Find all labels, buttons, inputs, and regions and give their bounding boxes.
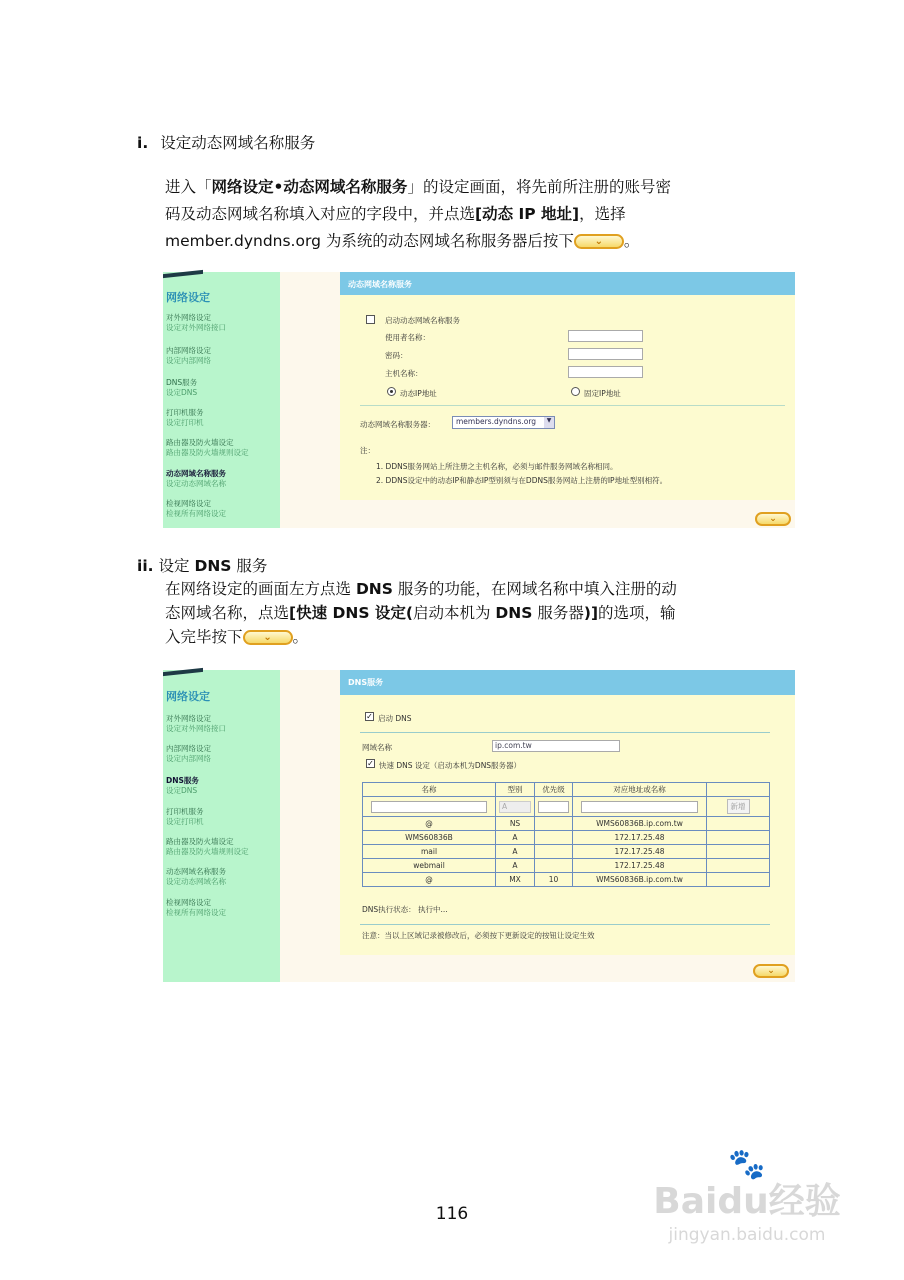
- domain-input[interactable]: ip.com.tw: [492, 740, 620, 752]
- panel-header: 动态网域名称服务: [340, 272, 795, 295]
- record-type-select[interactable]: A: [499, 801, 531, 813]
- sidebar-item-firewall[interactable]: 路由器及防火墙设定 路由器及防火墙规则设定: [166, 837, 249, 856]
- sidebar-item-printer[interactable]: 打印机服务 设定打印机: [166, 807, 204, 826]
- section-2-paragraph: 在网络设定的画面左方点选 DNS 服务的功能，在网域名称中填入注册的动 态网域名称，点选[快速 DNS 设定(启动本机为 DNS 服务器)]的选项，输 入完毕按下 ⌄ 。: [165, 580, 677, 646]
- table-row: @ MX 10 WMS60836B.ip.com.tw: [363, 873, 770, 887]
- quick-dns-checkbox[interactable]: ✓: [367, 759, 374, 768]
- sidebar: [163, 272, 280, 528]
- inline-apply-button-image: ⌄: [574, 234, 624, 249]
- enable-dns-checkbox[interactable]: ✓: [366, 712, 373, 721]
- table-row: WMS60836B A 172.17.25.48: [363, 831, 770, 845]
- sidebar-item-wan[interactable]: 对外网络设定 设定对外网络接口: [166, 714, 226, 733]
- dynamic-ip-label: 动态IP地址: [400, 389, 437, 398]
- domain-label: 网域名称: [362, 743, 392, 752]
- note-label: 注：: [360, 446, 375, 455]
- table-row: mail A 172.17.25.48: [363, 845, 770, 859]
- add-record-button[interactable]: 新增: [727, 799, 750, 814]
- static-ip-label: 固定IP地址: [584, 389, 621, 398]
- sidebar-item-view[interactable]: 检视网络设定 检视所有网络设定: [166, 499, 226, 518]
- paw-icon: 🐾: [728, 1147, 766, 1182]
- dynamic-ip-radio[interactable]: [387, 387, 396, 396]
- sidebar: [163, 670, 280, 982]
- section-1-heading: i. 设定动态网域名称服务: [137, 134, 316, 152]
- sidebar-item-dns[interactable]: DNS服务 设定DNS: [166, 378, 198, 397]
- dns-records-table: 名称 型别 优先级 对应地址或名称 A 新增 @ NS WMS60836B.ip.com.tw WMS60836B A 172.17.25.48 mail A 172.17.25.48 webmail A 172.17.25.48 @ MX 10 WMS60836B.ip.com.tw: [362, 782, 770, 887]
- sidebar-title: 网络设定: [166, 690, 210, 703]
- section-2-heading: ii. 设定 DNS 服务: [137, 557, 268, 575]
- chevron-down-icon: ▼: [544, 417, 554, 428]
- sidebar-item-dns[interactable]: DNS服务 设定DNS: [166, 776, 199, 795]
- apply-button[interactable]: ⌄: [755, 512, 791, 526]
- server-select[interactable]: members.dyndns.org ▼: [452, 416, 555, 429]
- enable-ddns-checkbox[interactable]: [366, 315, 375, 324]
- record-priority-input[interactable]: [538, 801, 569, 813]
- sidebar-item-firewall[interactable]: 路由器及防火墙设定 路由器及防火墙规则设定: [166, 438, 249, 457]
- record-name-input[interactable]: [371, 801, 487, 813]
- ddns-settings-screenshot: [163, 272, 795, 528]
- sidebar-item-printer[interactable]: 打印机服务 设定打印机: [166, 408, 204, 427]
- baidu-watermark: 🐾 Baidu经验 jingyan.baidu.com: [642, 1150, 852, 1265]
- password-input[interactable]: [568, 348, 643, 360]
- table-row: webmail A 172.17.25.48: [363, 859, 770, 873]
- sidebar-item-ddns[interactable]: 动态网域名称服务 设定动态网域名称: [166, 469, 226, 488]
- panel-header: DNS服务: [340, 670, 795, 695]
- static-ip-radio[interactable]: [571, 387, 580, 396]
- sidebar-item-wan[interactable]: 对外网络设定 设定对外网络接口: [166, 313, 226, 332]
- enable-dns-label: 启动 DNS: [378, 714, 412, 723]
- password-label: 密码：: [385, 351, 408, 360]
- page-number: 116: [435, 1204, 469, 1224]
- enable-ddns-label: 启动动态网域名称服务: [385, 316, 460, 325]
- dns-status: DNS执行状态： 执行中...: [362, 905, 448, 914]
- inline-apply-button-image: ⌄: [243, 630, 293, 645]
- table-row: @ NS WMS60836B.ip.com.tw: [363, 817, 770, 831]
- server-label: 动态网域名称服务器：: [360, 420, 435, 429]
- record-target-input[interactable]: [581, 801, 698, 813]
- note-item: 2. DDNS设定中的动态IP和静态IP型别须与在DDNS服务网站上注册的IP地址型别相符。: [376, 476, 668, 485]
- sidebar-item-ddns[interactable]: 动态网域名称服务 设定动态网域名称: [166, 867, 226, 886]
- hostname-input[interactable]: [568, 366, 643, 378]
- sidebar-item-lan[interactable]: 内部网络设定 设定内部网络: [166, 744, 211, 763]
- sidebar-item-lan[interactable]: 内部网络设定 设定内部网络: [166, 346, 211, 365]
- dns-settings-screenshot: [163, 670, 795, 982]
- section-1-paragraph: 进入「网络设定•动态网域名称服务」的设定画面，将先前所注册的账号密 码及动态网域名称填入对应的字段中，并点选[动态 IP 地址]，选择 member.dyndns.org 为系统的动态网域名称服务器后按下 ⌄ 。: [165, 178, 671, 250]
- note-item: 1. DDNS服务网站上所注册之主机名称，必须与邮件服务网域名称相同。: [376, 462, 618, 471]
- apply-button[interactable]: ⌄: [753, 964, 789, 978]
- sidebar-title: 网络设定: [166, 291, 210, 304]
- quick-dns-label: 快速 DNS 设定（启动本机为DNS服务器）: [379, 761, 522, 770]
- sidebar-item-view[interactable]: 检视网络设定 检视所有网络设定: [166, 898, 226, 917]
- username-label: 使用者名称：: [385, 333, 430, 342]
- hostname-label: 主机名称：: [385, 369, 423, 378]
- dns-note: 注意：当以上区域记录被修改后，必须按下更新设定的按钮让设定生效: [362, 931, 595, 940]
- username-input[interactable]: [568, 330, 643, 342]
